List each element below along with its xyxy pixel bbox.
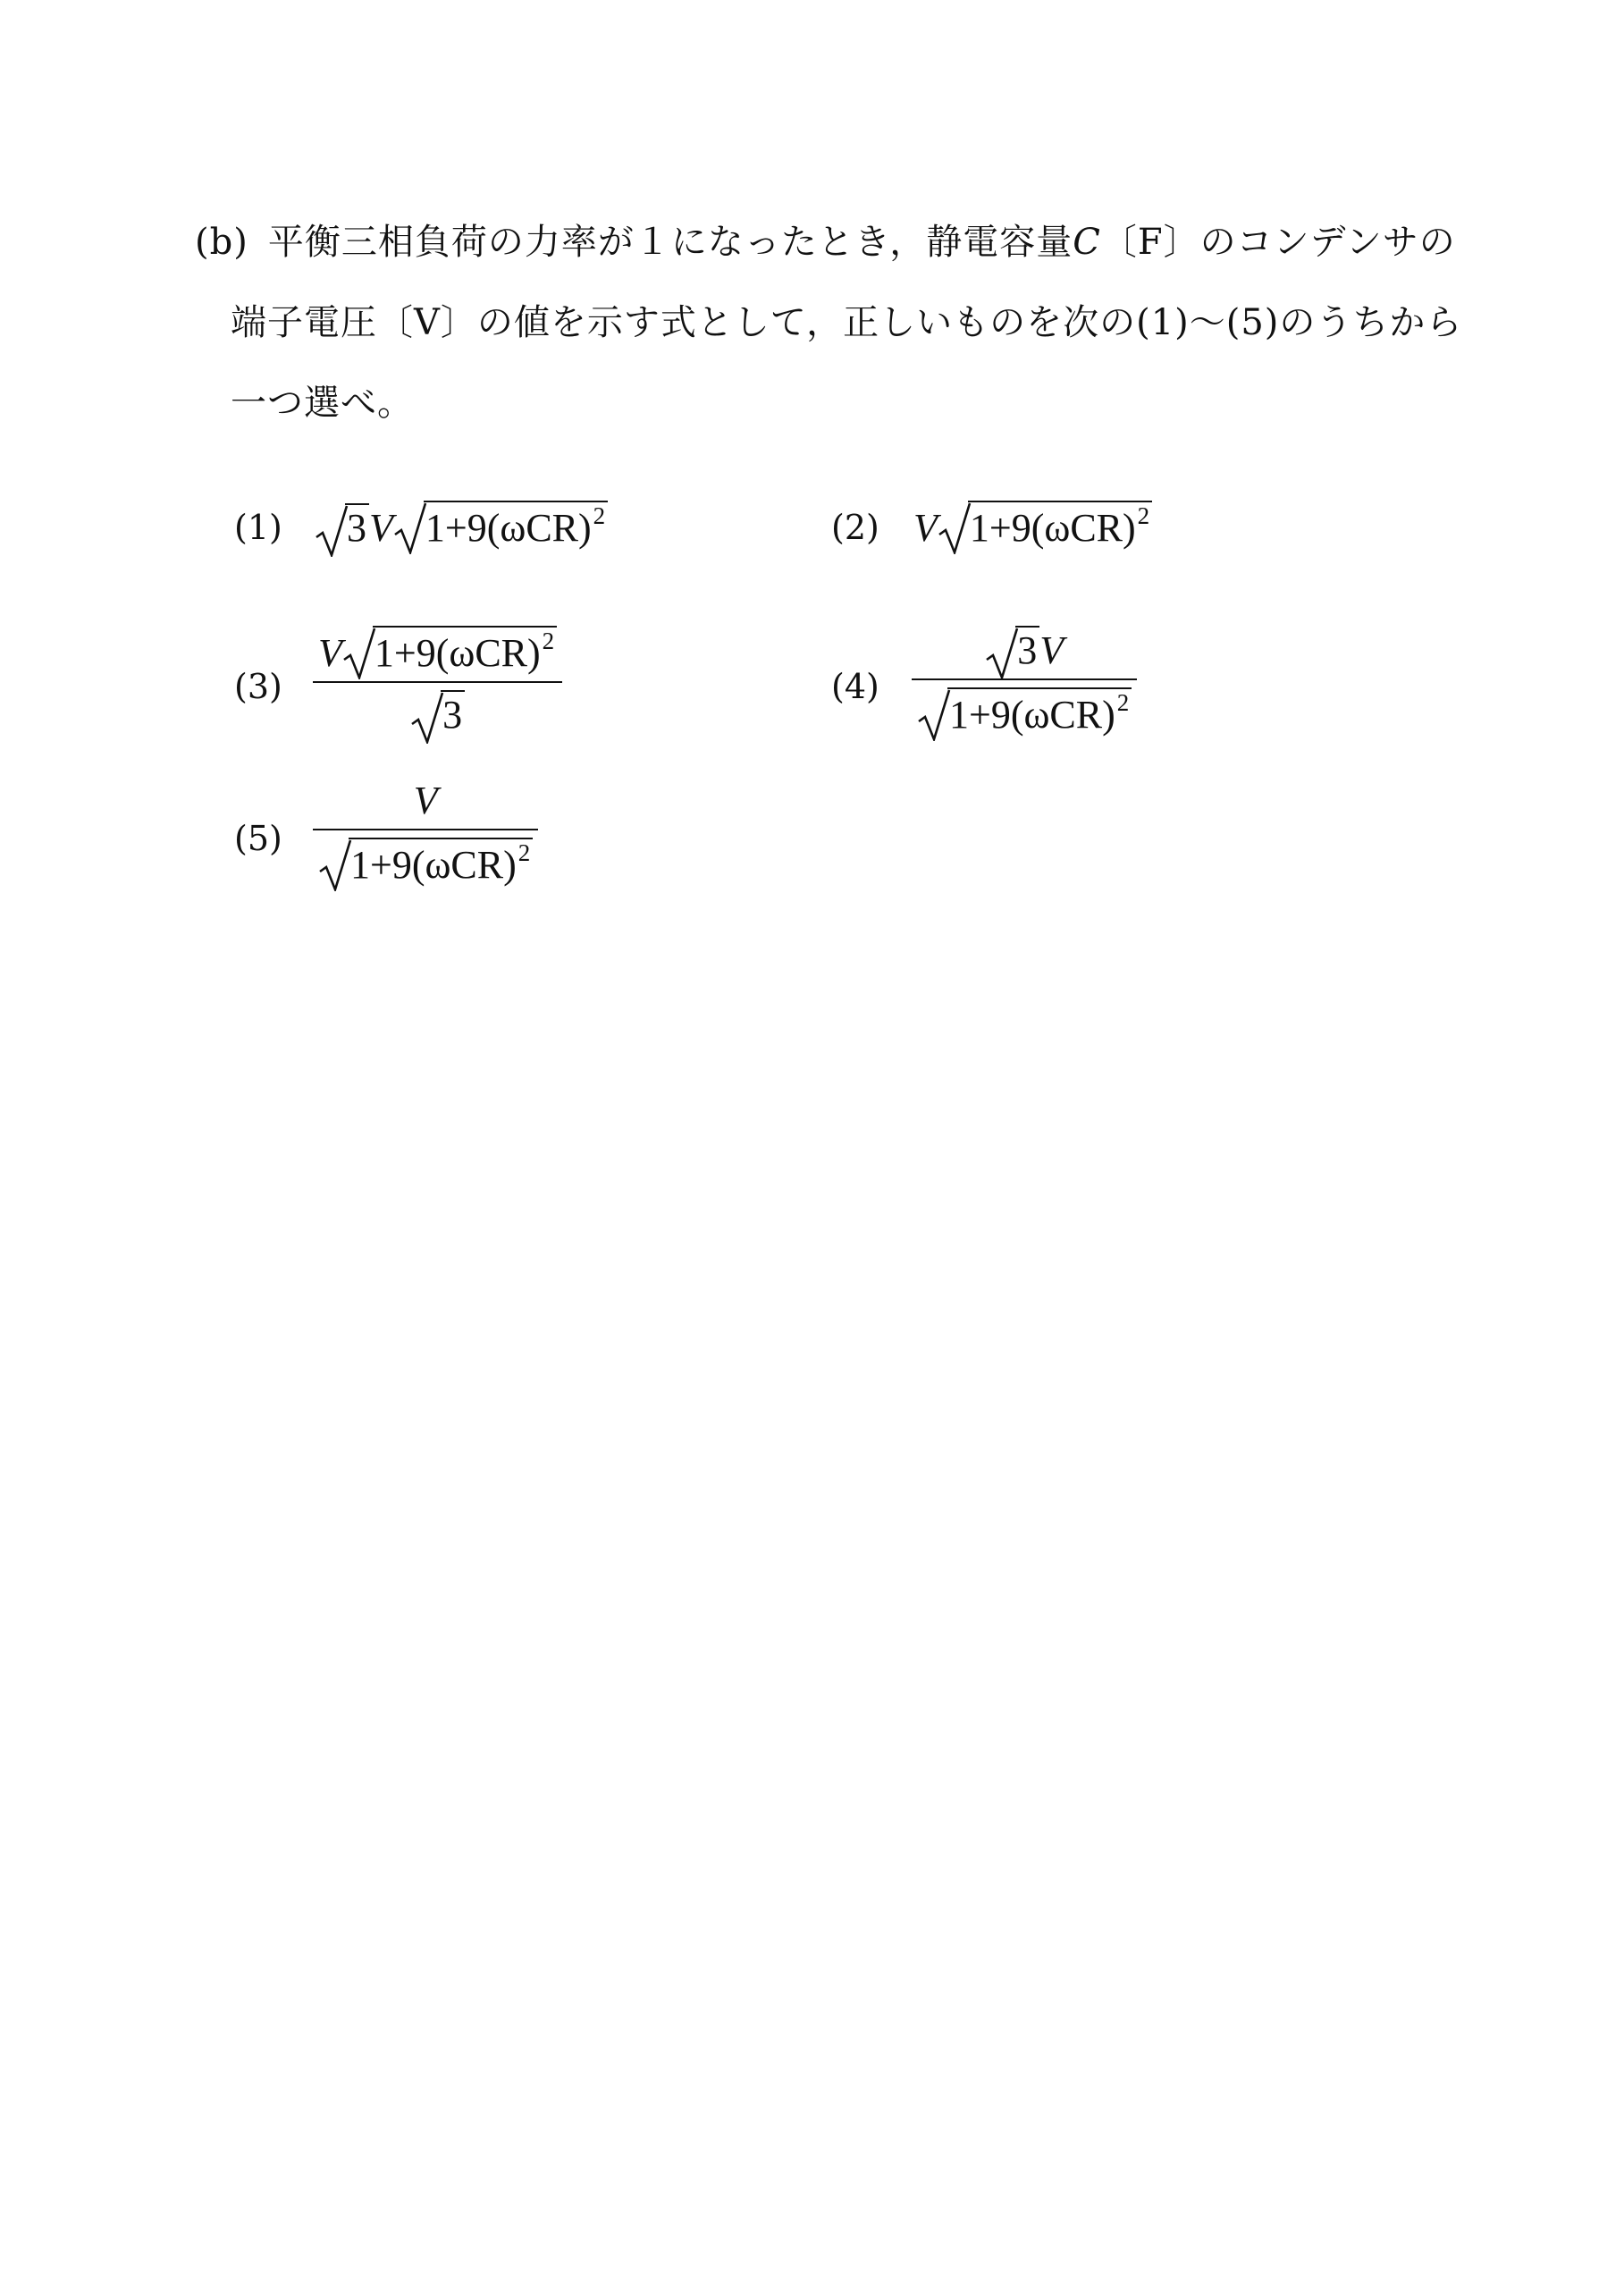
sqrt-expression: $1+9(\omega CR)^2$	[917, 687, 1132, 737]
capacitance-variable: C	[1073, 222, 1101, 263]
choice-number: (4)	[831, 667, 879, 706]
radical-sign-icon	[393, 502, 427, 554]
sqrt-3: 3	[315, 503, 369, 551]
fraction-bar	[313, 829, 538, 830]
fraction-bar	[912, 678, 1137, 680]
question-line-3: 一つ選べ。	[231, 383, 414, 424]
choice-number: (3)	[234, 667, 282, 706]
sqrt-expression: $1+9(\omega CR)^2$	[938, 501, 1152, 551]
choice-4-expression	[912, 626, 1137, 737]
fraction-denominator	[313, 690, 562, 737]
fraction-numerator: V $1+9(\omega CR)^2$	[313, 626, 562, 676]
radical-sign-icon	[985, 628, 1019, 679]
choice-5-expression	[313, 778, 538, 888]
fraction-bar	[313, 681, 562, 683]
radical-sign-icon	[410, 692, 444, 744]
choice-3-expression	[313, 626, 562, 737]
choice-number: (5)	[234, 819, 282, 858]
fraction	[912, 626, 1137, 737]
choice-2-expression: V $1+9(\omega CR)^2$	[913, 501, 1152, 551]
sqrt-expression: $1+9(\omega CR)^2$	[318, 838, 533, 888]
fraction-numerator: V	[413, 779, 438, 822]
question-text-part-2: 〔F〕のコンデンサの	[1100, 222, 1456, 263]
question-text-part-1: 平衡三相負荷の力率が１になったとき，静電容量	[267, 222, 1073, 263]
fraction-denominator	[912, 687, 1137, 737]
radical-sign-icon	[917, 689, 951, 741]
question-label: (b)	[195, 222, 248, 263]
sqrt-3: 3	[410, 690, 465, 737]
radical-sign-icon	[938, 502, 972, 554]
choice-1-expression: 3V $1+9(\omega CR)^2$	[315, 501, 608, 551]
choice-number: (1)	[234, 508, 282, 547]
question-line-1	[195, 202, 1571, 282]
fraction-denominator	[313, 838, 538, 888]
sqrt-3: 3	[985, 626, 1039, 673]
radical-sign-icon	[342, 628, 376, 679]
fraction-numerator: 3V	[912, 626, 1137, 673]
sqrt-expression: $1+9(\omega CR)^2$	[342, 626, 557, 676]
fraction	[313, 778, 538, 888]
question-text	[195, 202, 1571, 443]
radical-sign-icon	[318, 839, 352, 891]
fraction	[313, 626, 562, 737]
radical-sign-icon	[315, 505, 349, 557]
sqrt-expression: $1+9(\omega CR)^2$	[393, 501, 608, 551]
choice-number: (2)	[831, 508, 879, 547]
question-line-2: 端子電圧〔V〕の値を示す式として，正しいものを次の(1)～(5)のうちから	[231, 302, 1463, 343]
